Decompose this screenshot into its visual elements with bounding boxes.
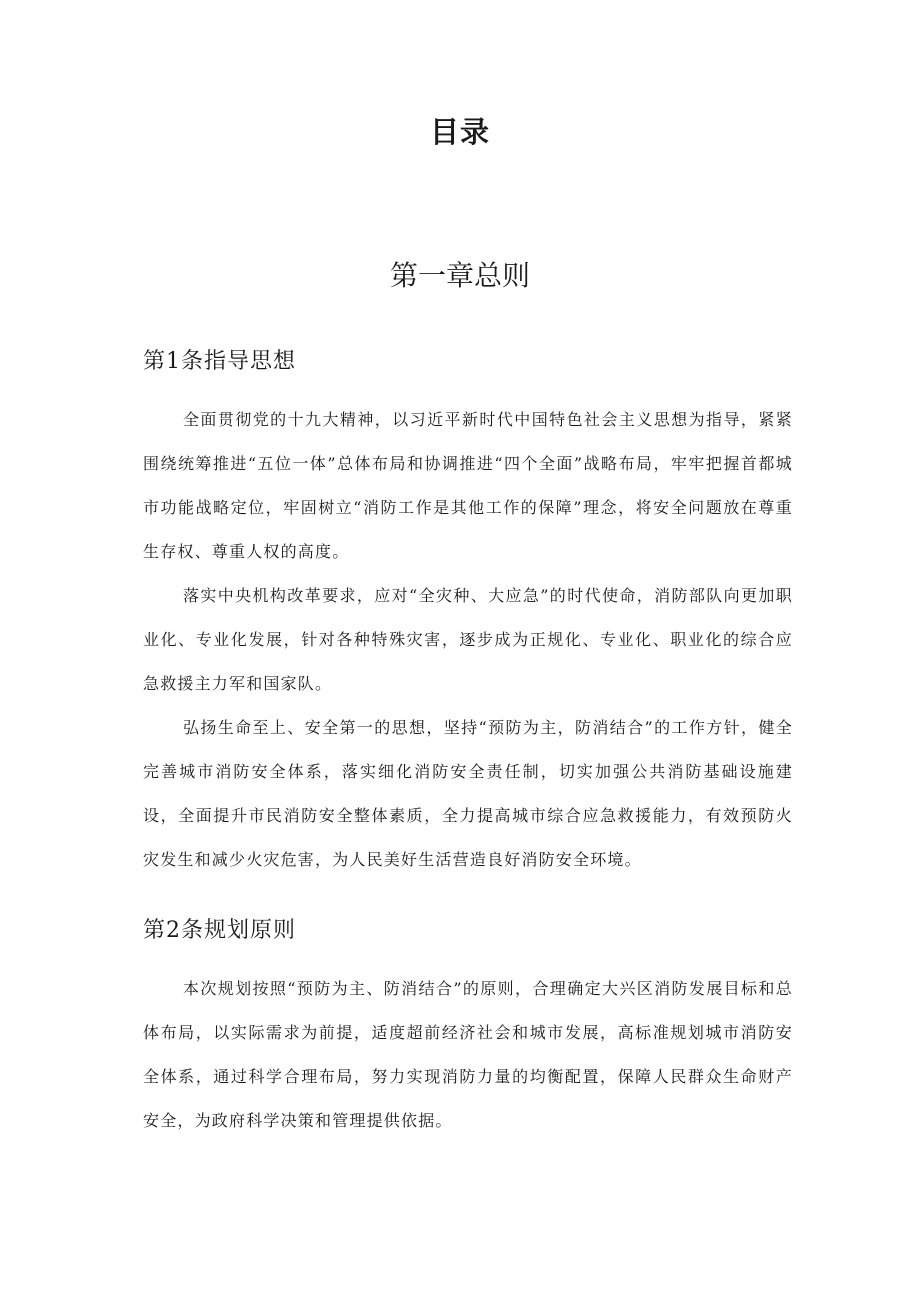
paragraph: 全面贯彻党的十九大精神，以习近平新时代中国特色社会主义思想为指导，紧紧围绕统筹推进“五位一体”总体布局和协调推进“四个全面”战略布局，牢牢把握首都城市功能战略定位，牢固树立“消防工作是其他工作的保障”理念，将安全问题放在尊重生存权、尊重人权的高度。	[143, 410, 793, 561]
paragraph: 落实中央机构改革要求，应对“全灾种、大应急”的时代使命，消防部队向更加职业化、专业化发展，针对各种特殊灾害，逐步成为正规化、专业化、职业化的综合应急救援主力军和国家队。	[143, 586, 793, 693]
article-heading-1: 第1条指导思想	[143, 349, 296, 374]
article-1-body	[143, 398, 793, 882]
paragraph: 弘扬生命至上、安全第一的思想，坚持“预防为主，防消结合”的工作方针，健全完善城市消防安全体系，落实细化消防安全责任制，切实加强公共消防基础设施建设，全面提升市民消防安全整体素质，全力提高城市综合应急救援能力，有效预防火灾发生和减少火灾危害，为人民美好生活营造良好消防安全环境。	[143, 718, 793, 869]
toc-title: 目录	[429, 115, 490, 149]
article-heading-2: 第2条规划原则	[143, 918, 296, 943]
article-2-body	[143, 967, 793, 1143]
chapter-title: 第一章总则	[389, 259, 530, 292]
paragraph: 本次规划按照“预防为主、防消结合”的原则，合理确定大兴区消防发展目标和总体布局，以实际需求为前提，适度超前经济社会和城市发展，高标准规划城市消防安全体系，通过科学合理布局，努力实现消防力量的均衡配置，保障人民群众生命财产安全，为政府科学决策和管理提供依据。	[143, 979, 793, 1130]
